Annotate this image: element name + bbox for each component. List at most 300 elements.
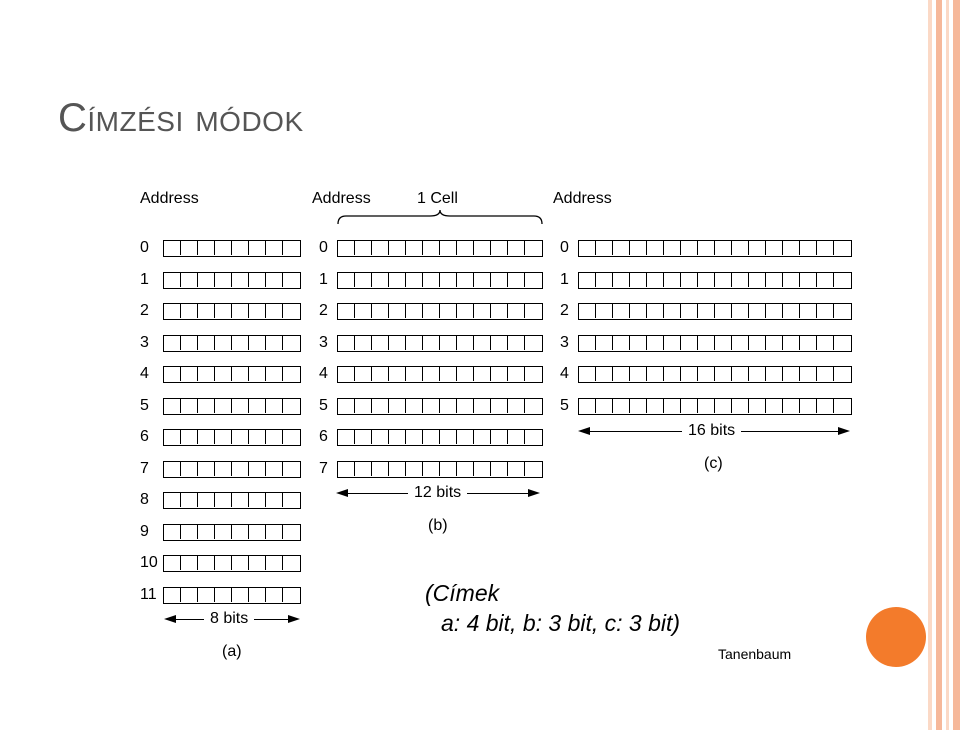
- bit-cell: [579, 273, 596, 287]
- bit-cell: [232, 241, 249, 255]
- bit-cell: [647, 336, 664, 350]
- bit-cell: [406, 336, 423, 350]
- bit-cell: [283, 273, 300, 287]
- bit-cell: [338, 399, 355, 413]
- bit-cell: [525, 399, 542, 413]
- bit-cell: [283, 556, 300, 570]
- bit-cell: [423, 304, 440, 318]
- bit-cell: [283, 493, 300, 507]
- bit-cell: [698, 399, 715, 413]
- bit-cell: [491, 304, 508, 318]
- bit-cell: [800, 273, 817, 287]
- bit-cell: [596, 304, 613, 318]
- bit-cell: [783, 241, 800, 255]
- bit-cell: [338, 273, 355, 287]
- bit-cell: [164, 273, 181, 287]
- bit-cell: [164, 430, 181, 444]
- bit-cell: [525, 273, 542, 287]
- address-label: 7: [319, 459, 328, 477]
- bit-cell: [766, 367, 783, 381]
- bit-cell: [181, 304, 198, 318]
- decor-circle: [866, 607, 926, 667]
- bit-cell: [181, 525, 198, 539]
- bit-cell: [834, 241, 851, 255]
- bit-cell: [596, 241, 613, 255]
- bit-cell: [249, 273, 266, 287]
- bit-cell: [215, 273, 232, 287]
- bit-cell: [198, 241, 215, 255]
- bit-cell: [508, 304, 525, 318]
- bit-cell: [215, 493, 232, 507]
- bit-cell: [355, 241, 372, 255]
- bit-cell: [266, 588, 283, 602]
- bit-cell: [474, 241, 491, 255]
- address-label: 2: [319, 302, 328, 319]
- bit-cell: [800, 304, 817, 318]
- address-label: 3: [319, 333, 328, 351]
- bit-cell: [198, 430, 215, 444]
- bit-cell: [215, 556, 232, 570]
- bit-cell: [698, 336, 715, 350]
- bit-cell: [440, 367, 457, 381]
- bit-cell: [164, 399, 181, 413]
- bit-cell: [474, 336, 491, 350]
- bit-cell: [491, 336, 508, 350]
- bit-cell: [525, 462, 542, 476]
- memory-row: [578, 272, 852, 289]
- bit-cell: [389, 336, 406, 350]
- bit-cell: [355, 336, 372, 350]
- bit-cell: [834, 304, 851, 318]
- bit-cell: [164, 556, 181, 570]
- bit-cell: [732, 367, 749, 381]
- bit-cell: [579, 241, 596, 255]
- bit-cell: [698, 273, 715, 287]
- memory-row: [163, 461, 301, 478]
- bit-cell: [389, 462, 406, 476]
- decor-stripe: [928, 0, 932, 730]
- page-title: Címzési módok: [58, 96, 304, 140]
- bit-cell: [232, 336, 249, 350]
- bit-cell: [164, 588, 181, 602]
- address-label: 3: [140, 333, 149, 351]
- bit-cell: [283, 525, 300, 539]
- caption-b: (b): [428, 517, 448, 534]
- bit-cell: [355, 304, 372, 318]
- address-label: 10: [140, 554, 158, 571]
- bit-cell: [355, 430, 372, 444]
- bit-cell: [698, 241, 715, 255]
- bit-cell: [232, 430, 249, 444]
- address-label: 2: [140, 302, 149, 319]
- bit-cell: [613, 273, 630, 287]
- bit-cell: [508, 399, 525, 413]
- bit-cell: [355, 367, 372, 381]
- bit-cell: [732, 273, 749, 287]
- bit-cell: [440, 336, 457, 350]
- bit-cell: [215, 336, 232, 350]
- bit-cell: [406, 241, 423, 255]
- bit-cell: [283, 588, 300, 602]
- bit-cell: [266, 430, 283, 444]
- caption-a: (a): [222, 643, 242, 660]
- bit-cell: [249, 462, 266, 476]
- address-label: 6: [140, 428, 149, 445]
- bit-cell: [596, 399, 613, 413]
- bit-cell: [283, 304, 300, 318]
- bit-cell: [457, 430, 474, 444]
- bit-cell: [198, 556, 215, 570]
- bit-cell: [783, 304, 800, 318]
- bit-cell: [474, 367, 491, 381]
- address-label: 6: [319, 428, 328, 445]
- bit-cell: [215, 367, 232, 381]
- bit-cell: [372, 336, 389, 350]
- bit-cell: [355, 399, 372, 413]
- bit-cell: [181, 430, 198, 444]
- bit-cell: [491, 462, 508, 476]
- bit-cell: [749, 399, 766, 413]
- address-label: 11: [140, 585, 157, 603]
- address-header-a: Address: [140, 190, 199, 207]
- bit-cell: [440, 241, 457, 255]
- bit-cell: [817, 273, 834, 287]
- bit-cell: [766, 273, 783, 287]
- memory-row: [337, 240, 543, 257]
- memory-row: [337, 272, 543, 289]
- bit-cell: [283, 336, 300, 350]
- bit-cell: [181, 367, 198, 381]
- bit-cell: [579, 367, 596, 381]
- bit-cell: [338, 304, 355, 318]
- bit-cell: [389, 367, 406, 381]
- bit-cell: [834, 399, 851, 413]
- bit-cell: [613, 336, 630, 350]
- bit-cell: [440, 304, 457, 318]
- bit-cell: [372, 399, 389, 413]
- bit-cell: [508, 462, 525, 476]
- bit-cell: [423, 430, 440, 444]
- bit-cell: [266, 273, 283, 287]
- bit-cell: [715, 336, 732, 350]
- memory-row: [578, 335, 852, 352]
- bit-cell: [783, 273, 800, 287]
- bit-cell: [232, 462, 249, 476]
- bit-cell: [249, 367, 266, 381]
- bit-cell: [457, 304, 474, 318]
- bit-cell: [783, 336, 800, 350]
- bit-cell: [715, 273, 732, 287]
- bit-cell: [389, 430, 406, 444]
- memory-row: [337, 366, 543, 383]
- bit-cell: [266, 493, 283, 507]
- bit-cell: [474, 273, 491, 287]
- address-label: 0: [560, 239, 569, 256]
- address-label: 8: [140, 491, 149, 508]
- bit-cell: [440, 430, 457, 444]
- bit-cell: [372, 367, 389, 381]
- address-label: 0: [319, 239, 328, 256]
- address-label: 0: [140, 239, 149, 256]
- address-header-b: Address: [312, 190, 371, 207]
- bit-cell: [164, 241, 181, 255]
- bit-cell: [423, 399, 440, 413]
- bit-cell: [664, 241, 681, 255]
- bit-cell: [491, 430, 508, 444]
- bit-cell: [232, 525, 249, 539]
- bit-cell: [817, 336, 834, 350]
- bit-cell: [783, 367, 800, 381]
- bit-cell: [732, 241, 749, 255]
- bit-cell: [664, 399, 681, 413]
- address-label: 1: [319, 270, 328, 288]
- decor-stripe: [946, 0, 949, 730]
- bit-cell: [630, 241, 647, 255]
- address-label: 7: [140, 459, 149, 477]
- bit-cell: [372, 430, 389, 444]
- bit-cell: [215, 399, 232, 413]
- address-label: 2: [560, 302, 569, 319]
- memory-row: [163, 555, 301, 572]
- memory-row: [163, 240, 301, 257]
- bit-cell: [338, 241, 355, 255]
- bit-cell: [525, 241, 542, 255]
- bit-cell: [525, 430, 542, 444]
- bit-cell: [164, 367, 181, 381]
- bit-cell: [355, 462, 372, 476]
- cell-label: 1 Cell: [417, 190, 458, 207]
- bit-cell: [579, 399, 596, 413]
- bit-cell: [491, 399, 508, 413]
- bit-cell: [215, 462, 232, 476]
- memory-row: [163, 335, 301, 352]
- bit-cell: [817, 241, 834, 255]
- bit-cell: [266, 336, 283, 350]
- bit-cell: [630, 336, 647, 350]
- bit-cell: [198, 493, 215, 507]
- bit-cell: [715, 367, 732, 381]
- bit-cell: [817, 367, 834, 381]
- bit-cell: [457, 273, 474, 287]
- bit-cell: [215, 588, 232, 602]
- bit-cell: [457, 462, 474, 476]
- bit-cell: [766, 304, 783, 318]
- bit-cell: [266, 304, 283, 318]
- bit-cell: [372, 273, 389, 287]
- bit-cell: [406, 367, 423, 381]
- bit-cell: [266, 462, 283, 476]
- bit-cell: [800, 399, 817, 413]
- bit-cell: [491, 241, 508, 255]
- bit-cell: [389, 241, 406, 255]
- memory-row: [163, 492, 301, 509]
- bit-cell: [749, 241, 766, 255]
- bit-cell: [817, 304, 834, 318]
- bit-cell: [215, 241, 232, 255]
- bit-cell: [198, 304, 215, 318]
- bit-cell: [681, 399, 698, 413]
- address-header-c: Address: [553, 190, 612, 207]
- bit-cell: [232, 367, 249, 381]
- bit-cell: [338, 367, 355, 381]
- bit-cell: [817, 399, 834, 413]
- bit-cell: [766, 336, 783, 350]
- address-label: 1: [560, 270, 569, 288]
- memory-row: [163, 272, 301, 289]
- bit-cell: [834, 273, 851, 287]
- decor-stripe: [936, 0, 942, 730]
- bit-cell: [698, 304, 715, 318]
- bit-cell: [372, 462, 389, 476]
- memory-row: [337, 461, 543, 478]
- bit-cell: [406, 430, 423, 444]
- bit-cell: [266, 556, 283, 570]
- bit-cell: [389, 273, 406, 287]
- bit-cell: [181, 588, 198, 602]
- bit-cell: [664, 336, 681, 350]
- bit-cell: [800, 367, 817, 381]
- bit-cell: [647, 241, 664, 255]
- bit-cell: [423, 336, 440, 350]
- bit-cell: [664, 273, 681, 287]
- bit-cell: [732, 304, 749, 318]
- bit-cell: [579, 304, 596, 318]
- bit-cell: [406, 273, 423, 287]
- address-label: 5: [560, 396, 569, 414]
- bit-cell: [440, 462, 457, 476]
- credit-text: Tanenbaum: [718, 646, 792, 662]
- bit-cell: [249, 525, 266, 539]
- bit-cell: [457, 336, 474, 350]
- bit-cell: [508, 430, 525, 444]
- bit-cell: [834, 367, 851, 381]
- bit-cell: [715, 241, 732, 255]
- bit-cell: [249, 304, 266, 318]
- bit-cell: [715, 399, 732, 413]
- bit-cell: [596, 273, 613, 287]
- bit-cell: [613, 241, 630, 255]
- bit-cell: [508, 241, 525, 255]
- bit-cell: [440, 273, 457, 287]
- bit-cell: [164, 304, 181, 318]
- bit-cell: [508, 273, 525, 287]
- memory-row: [163, 429, 301, 446]
- bit-cell: [198, 462, 215, 476]
- bit-cell: [647, 304, 664, 318]
- bit-cell: [630, 367, 647, 381]
- bit-cell: [596, 367, 613, 381]
- bit-cell: [181, 273, 198, 287]
- bit-cell: [508, 336, 525, 350]
- bit-cell: [647, 273, 664, 287]
- address-label: 4: [319, 365, 328, 382]
- bit-cell: [198, 525, 215, 539]
- bit-cell: [525, 367, 542, 381]
- bit-cell: [664, 304, 681, 318]
- bit-cell: [698, 367, 715, 381]
- bit-cell: [232, 399, 249, 413]
- memory-row: [163, 366, 301, 383]
- bit-cell: [232, 588, 249, 602]
- bit-cell: [181, 462, 198, 476]
- bit-cell: [766, 241, 783, 255]
- bit-cell: [215, 304, 232, 318]
- bit-cell: [749, 336, 766, 350]
- bit-cell: [474, 399, 491, 413]
- bit-cell: [338, 462, 355, 476]
- bit-cell: [525, 304, 542, 318]
- bit-cell: [164, 336, 181, 350]
- bit-cell: [198, 399, 215, 413]
- bit-cell: [474, 430, 491, 444]
- address-label: 4: [140, 365, 149, 382]
- bit-cell: [596, 336, 613, 350]
- bits-label-c: 16 bits: [682, 422, 741, 440]
- bit-cell: [215, 430, 232, 444]
- bit-cell: [457, 241, 474, 255]
- address-label: 9: [140, 522, 149, 540]
- address-note: [425, 578, 680, 638]
- bit-cell: [630, 304, 647, 318]
- bit-cell: [249, 493, 266, 507]
- address-label: 5: [319, 396, 328, 414]
- bit-cell: [283, 462, 300, 476]
- address-label: 4: [560, 365, 569, 382]
- bit-cell: [681, 336, 698, 350]
- bit-cell: [440, 399, 457, 413]
- bit-cell: [232, 556, 249, 570]
- memory-row: [163, 524, 301, 541]
- bit-cell: [491, 273, 508, 287]
- bit-cell: [181, 556, 198, 570]
- bit-cell: [783, 399, 800, 413]
- bit-cell: [266, 367, 283, 381]
- memory-row: [337, 398, 543, 415]
- bit-cell: [406, 399, 423, 413]
- bit-cell: [766, 399, 783, 413]
- bit-cell: [732, 399, 749, 413]
- caption-c: (c): [704, 455, 723, 472]
- bit-cell: [266, 241, 283, 255]
- bit-cell: [525, 336, 542, 350]
- bits-label-a: 8 bits: [204, 610, 254, 628]
- bit-cell: [181, 336, 198, 350]
- memory-row: [163, 303, 301, 320]
- bit-cell: [283, 241, 300, 255]
- bit-cell: [834, 336, 851, 350]
- bit-cell: [181, 399, 198, 413]
- decor-stripe: [953, 0, 960, 730]
- memory-row: [578, 240, 852, 257]
- bit-cell: [266, 399, 283, 413]
- memory-row: [163, 587, 301, 604]
- bit-cell: [474, 462, 491, 476]
- bit-cell: [372, 241, 389, 255]
- bit-cell: [613, 304, 630, 318]
- bit-cell: [474, 304, 491, 318]
- bit-cell: [232, 304, 249, 318]
- memory-row: [578, 303, 852, 320]
- bit-cell: [423, 367, 440, 381]
- bit-cell: [681, 273, 698, 287]
- bit-cell: [749, 367, 766, 381]
- bit-cell: [579, 336, 596, 350]
- bit-cell: [749, 304, 766, 318]
- bit-cell: [389, 304, 406, 318]
- bit-cell: [647, 399, 664, 413]
- bit-cell: [457, 399, 474, 413]
- bit-cell: [749, 273, 766, 287]
